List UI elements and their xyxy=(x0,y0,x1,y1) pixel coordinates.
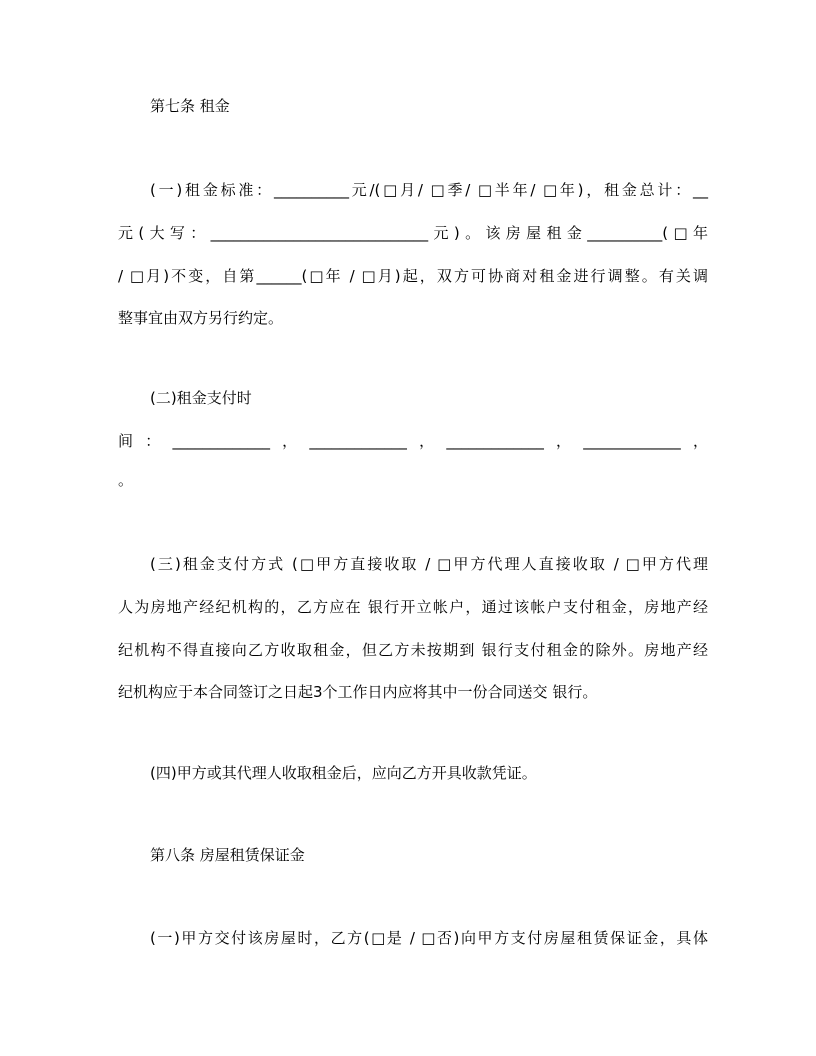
rent-standard-line-3: / □月)不变，自第______(□年 / □月)起，双方可协商对租金进行调整。有关调 xyxy=(118,267,708,285)
rent-standard-line-1: (一)租金标准：__________元/(□月/ □季/ □半年/ □年)，租金总计：__ xyxy=(150,181,708,199)
rent-standard-line-4: 整事宜由双方另行约定。 xyxy=(118,309,284,327)
article-7-heading: 第七条 租金 xyxy=(150,97,230,115)
payment-time-line-2: 间：_____________，_____________，_____________，_____________， xyxy=(118,432,708,450)
payment-method-line-4: 纪机构应于本合同签订之日起3个工作日内应将其中一份合同送交 银行。 xyxy=(118,683,598,701)
payment-method-line-2: 人为房地产经纪机构的，乙方应在 银行开立帐户，通过该帐户支付租金，房地产经 xyxy=(118,598,708,616)
deposit-clause-line-1: (一)甲方交付该房屋时，乙方(□是 / □否)向甲方支付房屋租赁保证金，具体 xyxy=(150,929,708,947)
article-8-heading: 第八条 房屋租赁保证金 xyxy=(150,846,305,864)
payment-method-line-3: 纪机构不得直接向乙方收取租金，但乙方未按期到 银行支付租金的除外。房地产经 xyxy=(118,641,708,659)
receipt-clause: (四)甲方或其代理人收取租金后，应向乙方开具收款凭证。 xyxy=(150,764,537,782)
payment-time-line-3: 。 xyxy=(118,471,134,489)
payment-method-line-1: (三)租金支付方式 (□甲方直接收取 / □甲方代理人直接收取 / □甲方代理 xyxy=(150,555,708,573)
rent-standard-line-2: 元(大写：_____________________________元)。该房屋租金__________(□年 xyxy=(118,224,708,242)
payment-time-line-1: (二)租金支付时 xyxy=(150,389,252,407)
